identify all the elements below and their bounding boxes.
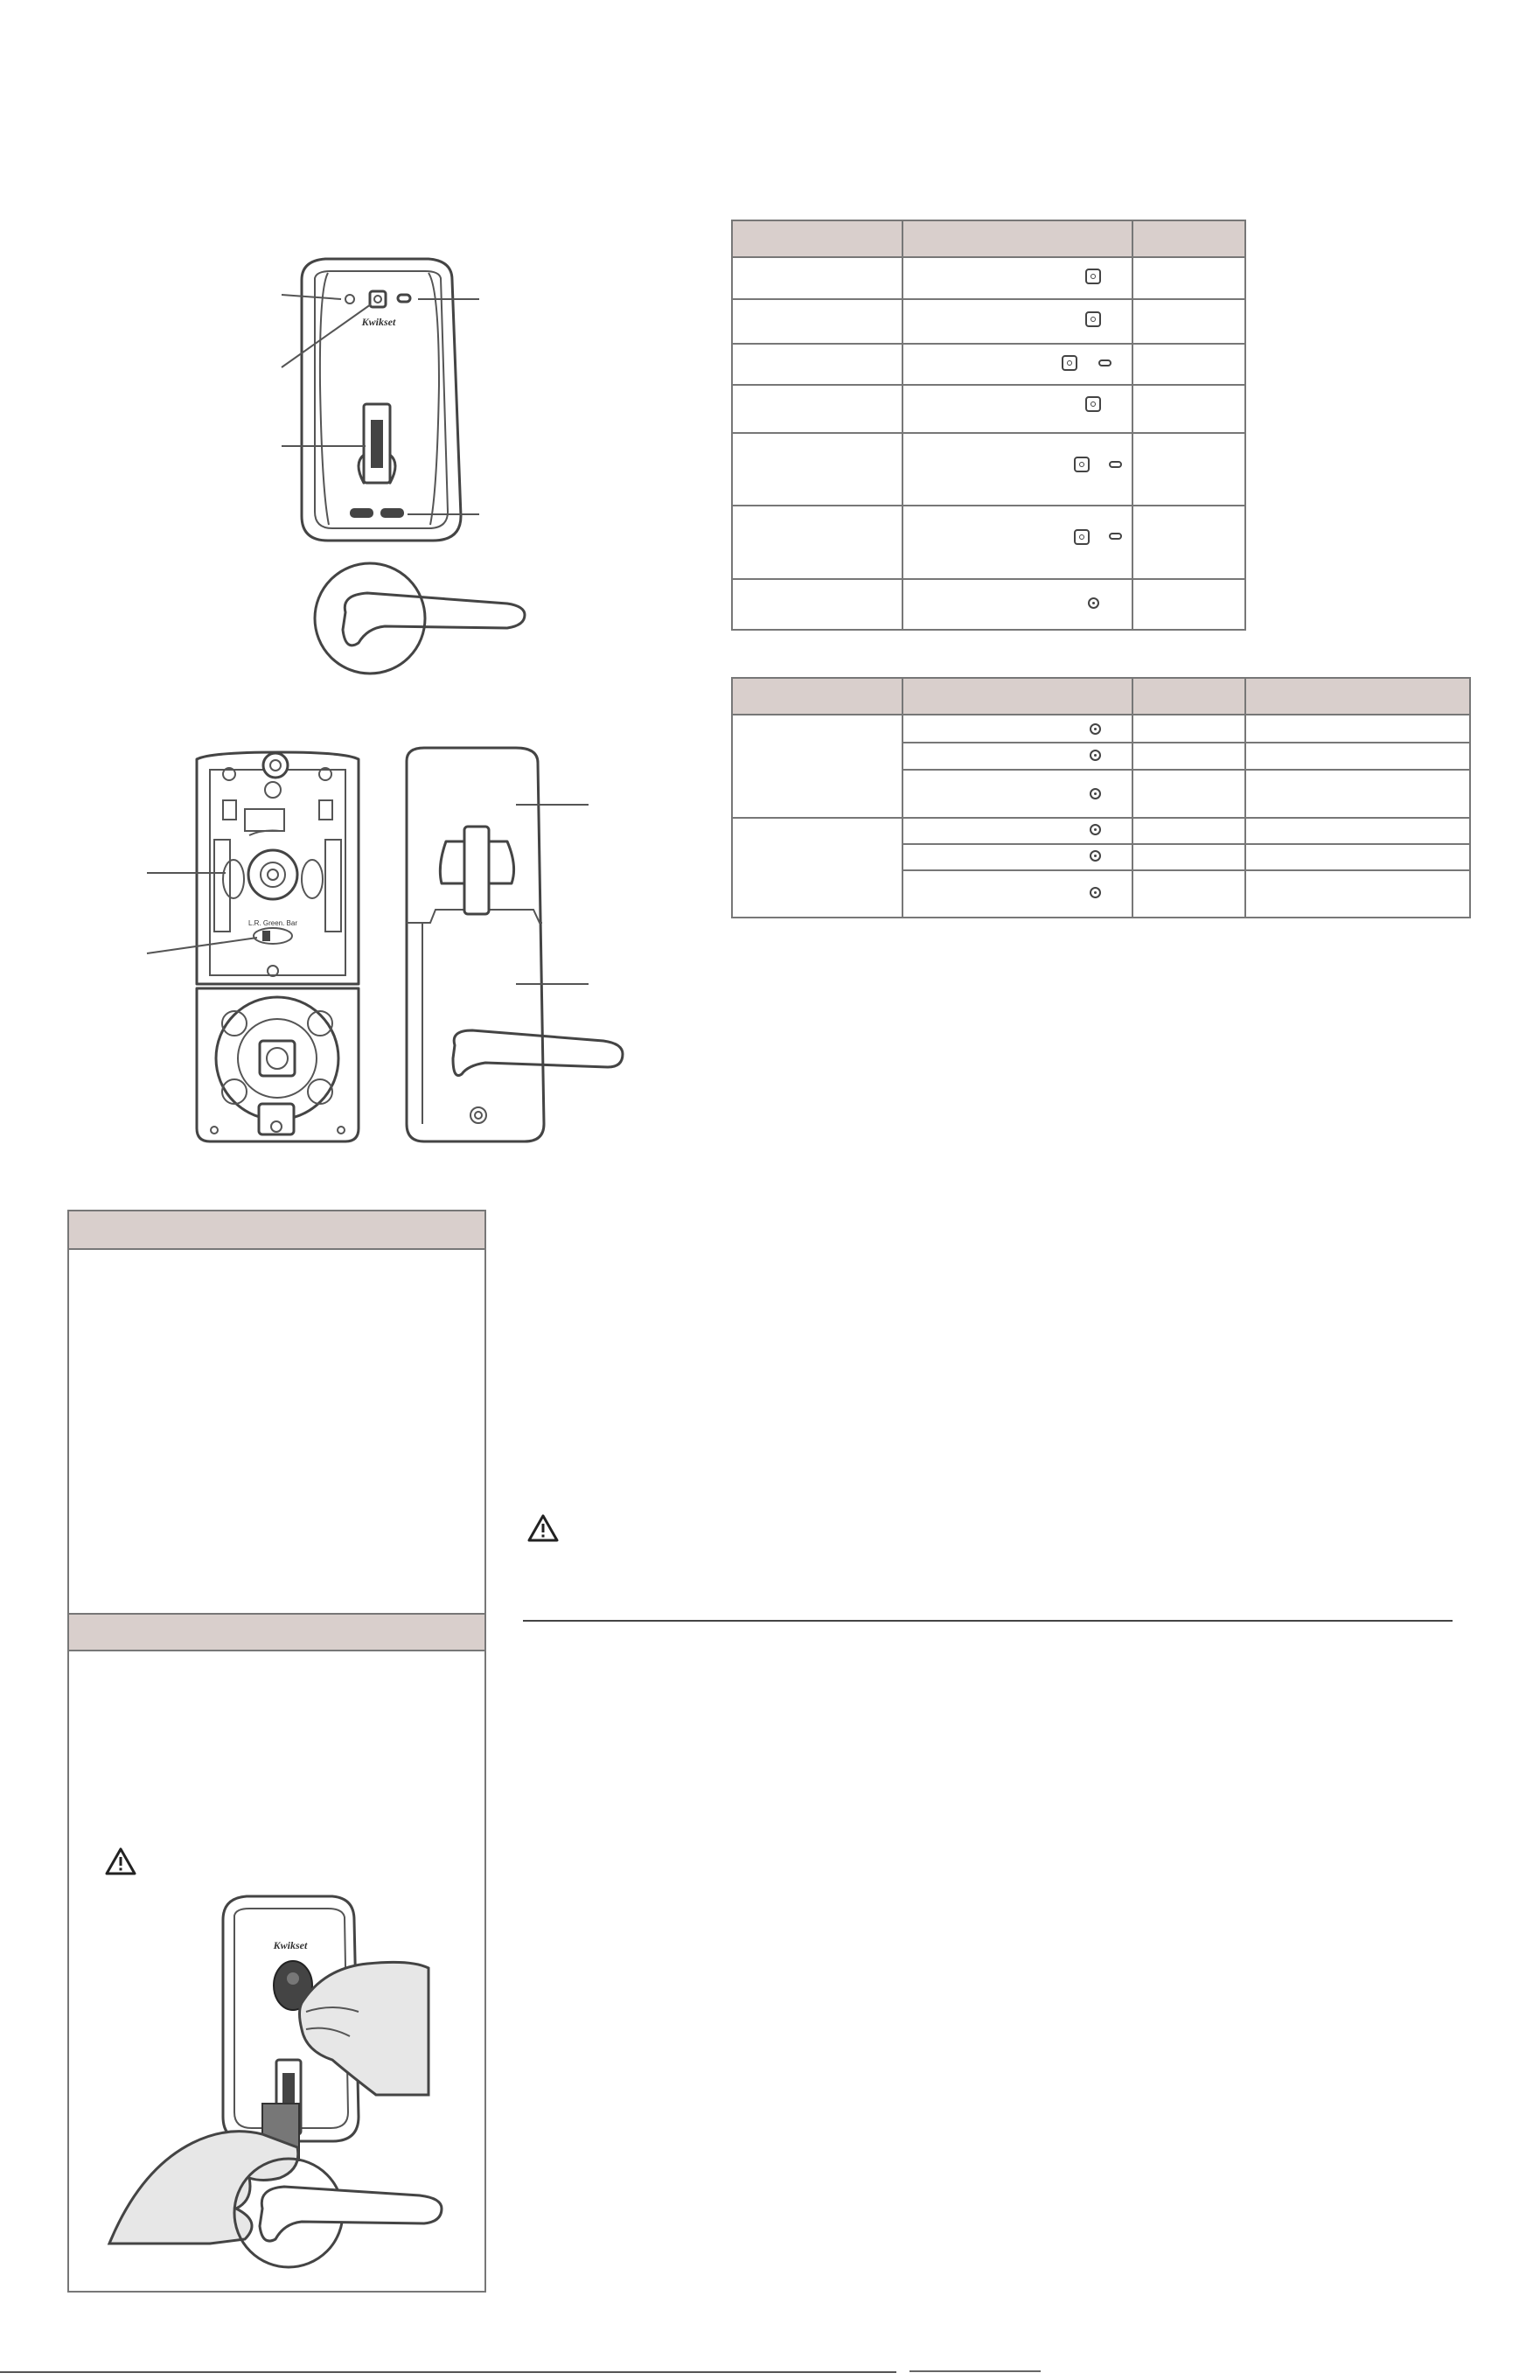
reset-ring-icon xyxy=(1090,788,1101,799)
hand-card-logo: Kwikset xyxy=(273,1939,308,1951)
led-indicator-icon xyxy=(1109,533,1122,540)
square-button-icon xyxy=(1085,269,1101,284)
square-button-icon xyxy=(1074,457,1090,472)
lock-logo: Kwikset xyxy=(361,316,396,328)
led-indicator-icon xyxy=(1109,461,1122,468)
reset-ring-icon xyxy=(1090,824,1101,835)
square-button-icon xyxy=(1085,311,1101,327)
footer-mark xyxy=(909,2370,1041,2377)
square-button-icon xyxy=(1085,396,1101,412)
section-divider xyxy=(523,1620,1453,1622)
reset-ring-icon xyxy=(1090,887,1101,898)
reset-ring-icon xyxy=(1090,750,1101,761)
reset-ring-icon xyxy=(1088,597,1099,609)
reset-ring-icon xyxy=(1090,723,1101,735)
square-button-icon xyxy=(1074,529,1090,545)
footer-rule xyxy=(0,2371,896,2373)
battery-label: L.R. Green. Bar xyxy=(247,919,298,927)
warning-triangle-icon xyxy=(527,1514,559,1542)
square-button-icon xyxy=(1062,355,1077,371)
reset-table xyxy=(731,677,1471,918)
reset-ring-icon xyxy=(1090,850,1101,862)
hands-reset-illustration xyxy=(0,0,525,2292)
button-sequence-table xyxy=(731,220,1246,631)
led-indicator-icon xyxy=(1098,359,1111,366)
